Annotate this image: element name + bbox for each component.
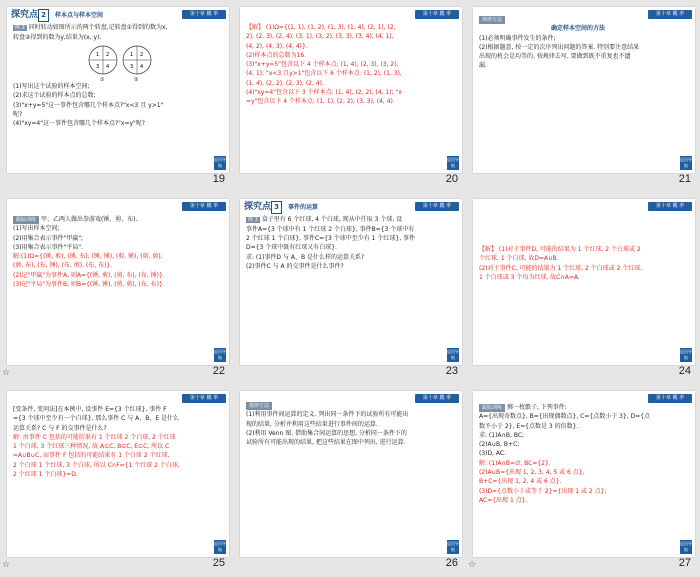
method-tag: 规律方法 [246,402,272,410]
slide-26 [240,391,462,557]
page-number: 21 [678,173,691,185]
text-line: (2)事件C 与 A 的交事件是什么事件? [246,262,344,270]
back-nav-button[interactable]: 返回导航 [214,349,226,360]
dial-label: ① [100,77,105,83]
text-line: (2)A∪B, B+C; [479,441,520,449]
text-line: =y"包含以下 4 个样本点: (1, 1), (2, 2), (3, 3), (4, 4). [246,98,395,106]
text-line: (4, 1); "x<3 且y>1"包含以下 6 个样本点: (1, 2), (1, 3), [246,70,402,78]
section-heading [244,201,318,215]
text-line: 出现的机会是均等的, 按规律去写, 要做到既不重复也不遗 [479,53,631,61]
chapter-header: 第十章 概 率 [648,202,692,211]
back-nav-button[interactable]: 返回导航 [680,157,692,168]
answer-line: (3)记"平局"为事件B, 则B={(锤, 锤), (剪, 剪), (布, 布)}. [13,281,165,289]
text-line: 盒子里有 6 个红球, 4 个白球, 现从中任取 3 个球, 设 [261,216,403,223]
example-tag: 例 2 [15,25,25,31]
back-nav-button[interactable]: 返回导航 [447,157,459,168]
method-tag: 规律方法 [479,16,505,24]
dial-number: 4 [140,64,144,71]
page-number: 27 [678,557,691,569]
chapter-header: 第十章 概 率 [182,394,226,403]
text-line: (3)"x+y=5"这一事件包含哪几个样本点?"x<3 且 y>1" [13,101,164,109]
dials-figure [13,42,211,82]
chapter-header: 第十章 概 率 [648,10,692,19]
text-line: D={3 个球中既有红球又有白球}. [246,244,337,252]
dial-number: 1 [130,52,134,59]
text-line: 转盘②得到的数为y,结果为(x, y). [13,33,102,41]
back-nav-button[interactable]: 返回导航 [680,349,692,360]
text-line: (3)"x+y=5"包含以下 4 个样本点: (1, 4), (2, 3), (3, 2), [246,61,399,69]
dial-number: 4 [106,64,110,71]
page-number: 26 [445,557,458,569]
text-line: 事件A={3 个球中有 1 个红球 2 个白球}, 事件B={3 个球中有 [246,225,415,233]
thumbnail-22[interactable] [0,192,233,384]
section-title: 探究点 [11,10,39,20]
slide-23 [240,199,462,365]
dial-number: 1 [96,52,100,59]
answer-line: (2)记"甲赢"为事件A, 则A={(锤, 剪), (剪, 布), (布, 锤)}. [13,271,165,279]
dials-svg [85,42,155,82]
text-line: (2)对于事件C, 可能的结果为 1 个红球, 2 个白球或 2 个红球, [479,264,643,272]
practice-tag: 跟踪训练 [479,404,505,412]
section-number: 3 [271,201,282,214]
page-number: 19 [212,173,225,185]
thumbnail-21[interactable] [466,0,699,192]
text-line: 漏. [479,62,487,70]
text-line: (2)样本点的总数为16. [246,51,307,59]
back-nav-button[interactable]: 返回导航 [447,349,459,360]
chapter-header: 第十章 概 率 [182,202,226,211]
text-line: 运算关系? C 与 F 的交事件是什么? [13,424,107,432]
answer-line: (3)D={点数小于或等于 2}={出现 1 或 2 点}; [479,487,607,495]
slide-24 [473,199,695,365]
chapter-header: 第十章 概 率 [182,10,226,19]
section-number: 2 [38,9,49,22]
slide-20 [240,7,462,173]
text-line: (1)必须明确事件发生的条件; [479,34,556,42]
text-line: 呢? [13,110,23,118]
text-line: 求: (1)事件D 与 A、B 是什么样的运算关系? [246,253,365,261]
thumbnail-19[interactable] [0,0,233,192]
answer-line: 解: 由事件 C 包括的可能结果有 1 个红球 2 个白球, 2 个红球 [13,433,176,441]
text-line: 现的结果, 分析并利用这些结果进行事件间的运算. [246,420,378,428]
answer-line: 2 个白球 1 个红球, 3 个白球, 所以 C∩F={1 个红球 2 个白球, [13,461,180,469]
dial-number: 3 [130,64,134,71]
page-number: 25 [212,557,225,569]
thumbnail-25[interactable] [0,384,233,576]
text-line: (3)用集合表示事件"平局". [13,243,83,251]
text-line: A={出现奇数点}, B={出现偶数点}, C={点数小于 3}, D={点 [479,413,651,421]
section-heading [11,9,103,23]
thumbnail-26[interactable] [233,384,466,576]
dial-number: 2 [140,52,144,59]
text-line: [变条件, 变问法]在本例中, 设事件 E={3 个红球}, 事件 F [13,406,167,413]
text-line: (2)用集合表示事件"甲赢"; [13,234,84,242]
back-nav-button[interactable]: 返回导航 [214,541,226,552]
slide-25 [7,391,229,557]
text-line: 2), (2, 3), (2, 4), (3, 1), (3, 2), (3, 3), (3, 4), (4, 1), [246,33,394,41]
thumbnail-27[interactable] [466,384,699,576]
text-line: (1)写出样本空间; [13,225,60,233]
text-line: (4)"xy=4"这一事件包含哪几个样本点?"x=y"呢? [13,120,145,128]
text-line: 甲、乙两人做出拳游戏(锤、剪、布). [40,216,138,223]
answer-line: 2 个红球 1 个白球}=D. [13,471,78,479]
practice-tag: 跟踪训练 [13,216,39,224]
answer-line: B+C={出现 1, 2, 4 或 6 点}. [479,478,562,486]
text-line: 求: (1)A∩B, BC; [479,431,525,439]
dial-number: 3 [96,64,100,71]
text-line: (3)D, AC. [479,450,507,458]
text-line: 掷一枚骰子, 下列事件: [506,404,567,411]
chapter-header: 第十章 概 率 [415,202,459,211]
text-line: (1, 4), (2, 2), (2, 3), (2, 4). [246,79,324,87]
slide-27 [473,391,695,557]
text-line: ={3 个球中至少有一个白球}, 那么事件 C 与 A、B、E 是什么 [13,415,180,423]
section-subtitle: 事件的运算 [288,204,319,211]
answer-line: AC={出现 1 点}. [479,496,528,504]
chapter-header: 第十章 概 率 [648,394,692,403]
back-nav-button[interactable]: 返回导航 [680,541,692,552]
text-line: (1)写出这个试验的样本空间; [13,83,90,91]
text-line: 个红球, 1 个白球, 故D=A∪B. [479,255,559,263]
section-title: 探究点 [244,202,272,212]
back-nav-button[interactable]: 返回导航 [447,541,459,552]
slide-22 [7,199,229,365]
slide-19 [7,7,229,173]
star-icon: ☆ [2,368,11,378]
answer-line: =A∪B∪C, 而事件 F 包括的可能结果有 1 个白球 2 个红球, [13,452,170,460]
chapter-header: 第十章 概 率 [415,10,459,19]
text-line: 1 个白球或 3 个均为红球, 故C∩A=A. [479,273,580,281]
page-number: 24 [678,365,691,377]
answer-line: (剪, 布), (布, 锤), (布, 剪), (布, 布)}. [13,262,113,270]
answer-line: 解:(1)Ω={(锤, 剪), (锤, 布), (锤, 锤), (剪, 锤), (剪, 剪), [13,253,163,261]
text-line: (2)根据题意, 按一定的次序列出问题的答案. 特别要注意结果 [479,43,640,51]
text-line: 试验所有可能出现的结果, 把这些结果在图中列出, 进行运算. [246,439,406,447]
text-line: 【解】 (1)对于事件D, 可能的结果为 1 个红球, 2 个白球或 2 [479,246,641,253]
text-line: (2)求这个试验的样本点的总数; [13,92,96,100]
page-number: 22 [212,365,225,377]
text-line: 【解】 (1)Ω={(1, 1), (1, 2), (1, 3), (1, 4), (2, 1), (2, [246,24,396,31]
answer-line: 1 个白球, 3 个红球三种情况, 故 A⊆C, B⊆C, E⊆C, 所以 C [13,443,170,451]
star-icon: ☆ [2,560,11,570]
method-title: 确定样本空间的方法 [550,25,605,33]
answer-line: 解: (1)A∩B=∅, BC={2}. [479,459,551,467]
dial-label: ② [134,77,139,83]
text-line: (4, 2), (4, 3), (4, 4)}. [246,42,308,50]
slide-21 [473,7,695,173]
text-line: (2)利用 Venn 图. 借助集合间运算的思想, 分析同一条件下的 [246,429,407,437]
star-icon: ☆ [468,560,477,570]
page-number: 20 [445,173,458,185]
thumbnail-23[interactable] [233,192,466,384]
section-subtitle: 样本点与样本空间 [55,12,104,19]
answer-line: (2)A∪B={出现 1, 2, 3, 4, 5 或 6 点}, [479,469,585,477]
text-line: 同时转动如图所示的两个转盘,记转盘①得到的数为x, [28,24,168,31]
back-nav-button[interactable]: 返回导航 [214,157,226,168]
dial-number: 2 [106,52,110,59]
text-line: 数不小于 2}, E={点数是 3 的倍数}. [479,422,579,430]
text-line: (4)"xy=4"包含以下 3 个样本点: (1, 4), (2, 2), (4, 1); "x [246,89,402,97]
example-tag: 例 3 [248,217,258,223]
thumbnail-20[interactable] [233,0,466,192]
text-line: 2 个红球 1 个白球}, 事件C={3 个球中至少有 1 个红球}, 事件 [246,235,416,243]
thumbnail-24[interactable] [466,192,699,384]
page-number: 23 [445,365,458,377]
chapter-header: 第十章 概 率 [415,394,459,403]
text-line: (1)利用事件间运算的定义. 列出同一条件下的试验所有可能出 [246,411,409,419]
